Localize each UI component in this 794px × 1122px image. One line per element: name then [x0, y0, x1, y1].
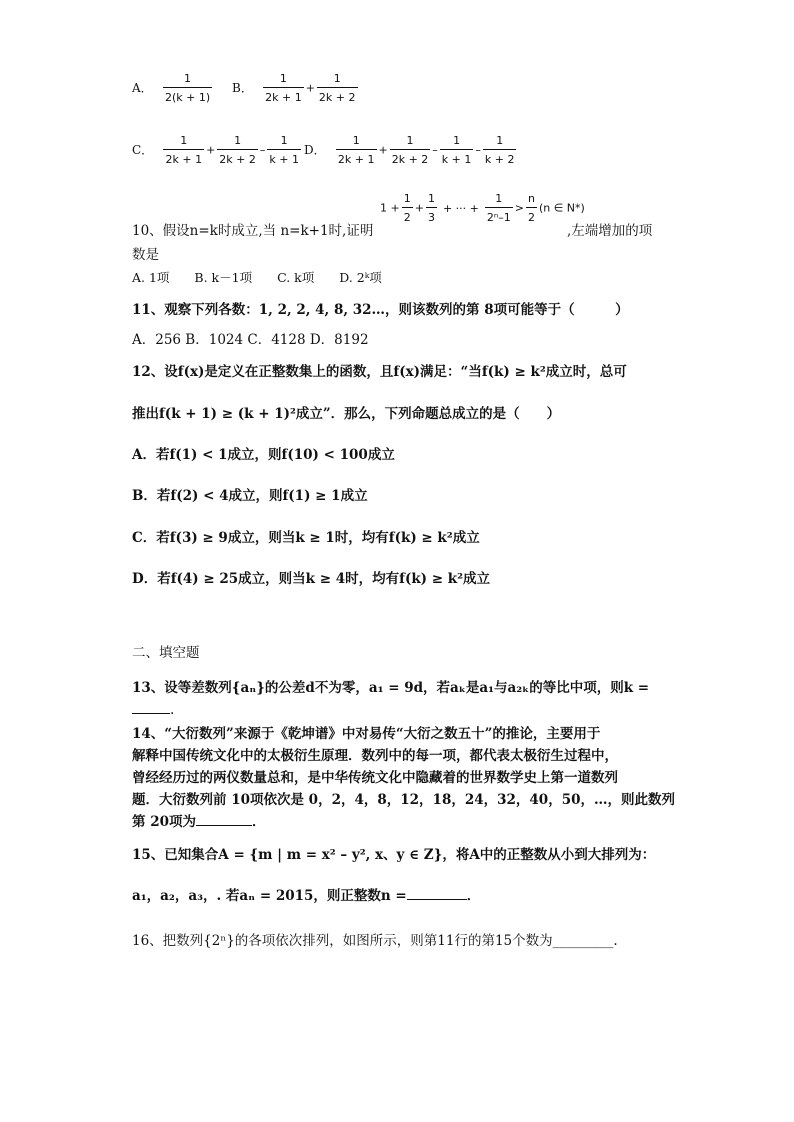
q14-line: 14、“大衍数列”来源于《乾坤谱》中对易传“大衍之数五十”的推论，主要用于 — [132, 726, 601, 742]
q12-text-line1: 12、设f(x)是定义在正整数集上的函数，且f(x)满足：“当f(k) ≥ k²成立时，总可 — [132, 364, 627, 380]
q15-text-line1: 15、已知集合A = {m | m = x² – y², x、y ∈ Z}，将A中的正整数从小到大排列为： — [132, 847, 656, 863]
q12-option-d: D．若f(4) ≥ 25成立，则当k ≥ 4时，均有f(k) ≥ k²成立 — [132, 571, 491, 587]
option-label: D． — [304, 142, 326, 157]
fraction: $\frac{1}{2k + 1}$ — [265, 72, 302, 105]
q9-option-d: D． $\frac{1}{2k + 1}$ + $\frac{1}{2k + 2}$ – $\frac{1}{k + 1}$ – $\frac{1}{k + 2}$ — [304, 134, 515, 167]
fraction: $\frac{1}{2k + 2}$ — [391, 134, 429, 167]
q12-option-a: A．若f(1) < 1成立，则f(10) < 100成立 — [132, 447, 395, 463]
q10-inequality: 1 + $\frac{1}{2}$ + $\frac{1}{3}$ + ··· + $\frac{1}{\text{2ⁿ–1}}$ > $\frac{n}{2}$ (n ∈ N*) — [380, 192, 585, 225]
answer-blank[interactable] — [407, 899, 467, 900]
fraction: $\frac{1}{2(k + 1)}$ — [164, 72, 211, 105]
q9-option-a — [132, 72, 214, 104]
answer-blank[interactable] — [196, 825, 252, 826]
fraction: $\frac{1}{2}$ — [403, 192, 411, 225]
option-label: B． — [232, 80, 253, 95]
q14-last-line: 第 20项为 ． — [132, 814, 266, 830]
q11-text: 11、观察下列各数：1, 2, 2, 4, 8, 32…，则该数列的第 8项可能等于（ ） — [132, 302, 629, 318]
fraction: $\frac{1}{2k + 2}$ — [318, 72, 356, 105]
q9-option-c: C． $\frac{1}{2k + 1}$ + $\frac{1}{2k + 2}$ – $\frac{1}{k + 1}$ — [132, 134, 299, 167]
section-title: 二、填空题 — [132, 645, 200, 661]
q12-option-c: C．若f(3) ≥ 9成立，则当k ≥ 1时，均有f(k) ≥ k²成立 — [132, 530, 480, 546]
q13-answer-line: . — [132, 702, 174, 718]
fraction: $\frac{1}{2k + 2}$ — [219, 134, 256, 167]
q10-text-line2: 数是 — [132, 247, 159, 263]
q9-option-b: B． $\frac{1}{2k + 1}$ + $\frac{1}{2k + 2}$ — [232, 72, 356, 105]
fraction: $\frac{1}{2k + 1}$ — [165, 134, 203, 167]
q13-text: 13、设等差数列{aₙ}的公差d不为零，a₁ = 9d，若aₖ是a₁与a₂ₖ的等比中项，则k = — [132, 680, 650, 696]
fraction: $\frac{1}{\text{2ⁿ–1}}$ — [486, 192, 511, 225]
q14-line: 曾经经历过的两仪数量总和，是中华传统文化中隐藏着的世界数学史上第一道数列 — [132, 770, 618, 786]
q12-option-b: B．若f(2) < 4成立，则f(1) ≥ 1成立 — [132, 488, 368, 504]
fraction: $\frac{1}{2k + 1}$ — [337, 134, 375, 167]
q14-line: 题．大衍数列前 10项依次是 0，2，4，8，12，18，24，32，40，50，…，则此数列 — [132, 792, 675, 808]
fraction: $\frac{1}{k + 1}$ — [441, 134, 472, 167]
q15-text-line2: a₁，a₂，a₃，. 若aₙ = 2015，则正整数n = ． — [132, 888, 481, 904]
fraction: $\frac{1}{k + 2}$ — [484, 134, 515, 167]
q10-text: 10、假设n=k时成立,当 n=k+1时,证明 — [132, 223, 374, 239]
fraction: $\frac{1}{k + 1}$ — [269, 134, 299, 167]
option-label: C． — [132, 142, 154, 157]
fraction: $\frac{n}{2}$ — [527, 192, 535, 225]
fraction: $\frac{1}{3}$ — [427, 192, 435, 225]
option-label: A． — [132, 80, 153, 95]
answer-blank[interactable] — [132, 713, 170, 714]
q10-text-after: ,左端增加的项 — [567, 223, 653, 239]
q12-text-line2: 推出f(k + 1) ≥ (k + 1)²成立”．那么，下列命题总成立的是（ ） — [132, 406, 561, 422]
q14-line: 解释中国传统文化中的太极衍生原理．数列中的每一项，都代表太极衍生过程中， — [132, 748, 618, 764]
q11-options: A．256 B．1024 C．4128 D．8192 — [132, 332, 369, 348]
q10-options: A. 1项 B. k－1项 C. k项 D. 2ᵏ项 — [132, 270, 382, 285]
q16-text: 16、把数列{2ⁿ}的各项依次排列，如图所示，则第11行的第15个数为_________. — [132, 933, 618, 949]
answer-blank[interactable]: _________ — [552, 933, 614, 949]
